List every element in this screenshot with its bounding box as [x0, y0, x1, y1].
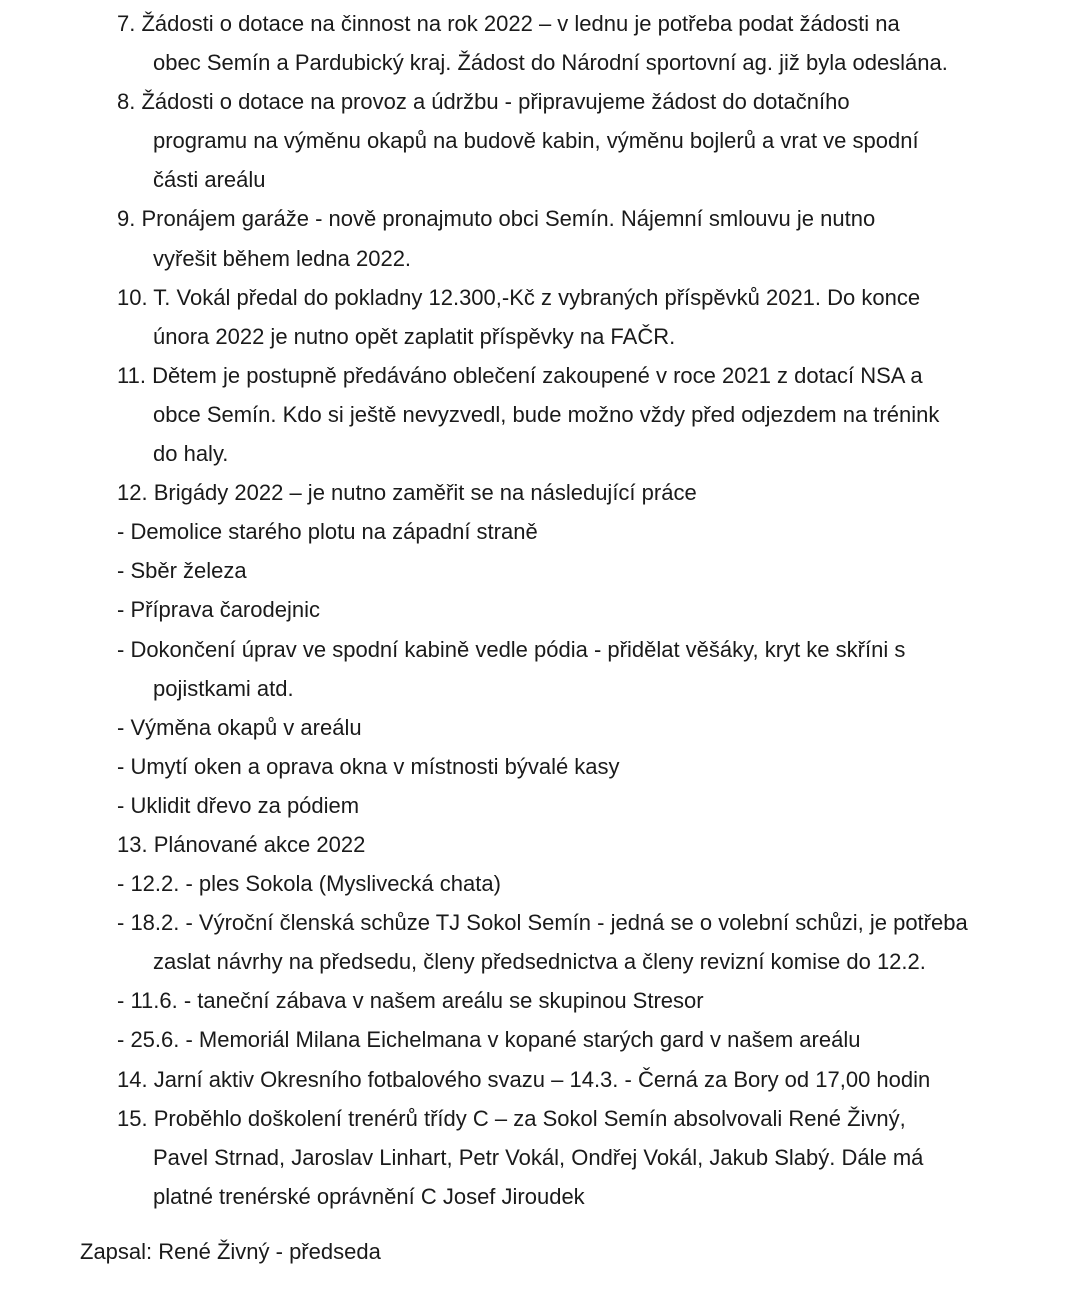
item-continuation-line: zaslat návrhy na předsedu, členy předsednictva a členy revizní komise do 12.2. [153, 949, 926, 975]
item-continuation-line: části areálu [153, 167, 266, 193]
item-line: - 11.6. - taneční zábava v našem areálu se skupinou Stresor [117, 988, 704, 1014]
item-line: - Výměna okapů v areálu [117, 714, 362, 740]
list-item [0, 864, 1080, 903]
list-item [0, 199, 1080, 277]
item-line: - Demolice starého plotu na západní straně [117, 519, 538, 545]
item-line: 7. Žádosti o dotace na činnost na rok 2022 – v lednu je potřeba podat žádosti na [117, 11, 900, 36]
item-line: - 12.2. - ples Sokola (Myslivecká chata) [117, 871, 501, 897]
list-item [0, 1060, 1080, 1099]
item-line: - Příprava čarodejnic [117, 597, 320, 623]
item-line: - 25.6. - Memoriál Milana Eichelmana v kopané starých gard v našem areálu [117, 1027, 861, 1053]
list-item [0, 1020, 1080, 1059]
list-item [0, 747, 1080, 786]
item-continuation-line: programu na výměnu okapů na budově kabin, výměnu bojlerů a vrat ve spodní [153, 128, 919, 154]
item-continuation-line: února 2022 je nutno opět zaplatit příspěvky na FAČR. [153, 323, 676, 349]
list-item [0, 4, 1080, 82]
item-line: 10. T. Vokál předal do pokladny 12.300,-Kč z vybraných příspěvků 2021. Do konce [117, 284, 921, 310]
list-item [0, 786, 1080, 825]
list-item [0, 590, 1080, 629]
item-line: - Uklidit dřevo za pódiem [117, 792, 360, 818]
list-item [0, 82, 1080, 199]
item-line: 15. Proběhlo doškolení trenérů třídy C – za Sokol Semín absolvovali René Živný, [117, 1105, 906, 1131]
list-item [0, 512, 1080, 551]
item-continuation-line: do haly. [153, 441, 229, 467]
list-item [0, 981, 1080, 1020]
item-continuation-line: platné trenérské oprávnění C Josef Jiroudek [153, 1183, 585, 1209]
item-line: 9. Pronájem garáže - nově pronajmuto obci Semín. Nájemní smlouvu je nutno [117, 206, 876, 232]
item-continuation-line: pojistkami atd. [153, 675, 294, 701]
item-continuation-line: vyřešit během ledna 2022. [153, 245, 412, 271]
list-item [0, 473, 1080, 512]
list-item [0, 825, 1080, 864]
list-item [0, 356, 1080, 473]
item-line: 8. Žádosti o dotace na provoz a údržbu - připravujeme žádost do dotačního [117, 89, 850, 115]
item-line: - Dokončení úprav ve spodní kabině vedle pódia - přidělat věšáky, kryt ke skříni s [117, 636, 906, 662]
list-item [0, 708, 1080, 747]
list-item [0, 630, 1080, 708]
signature-line: Zapsal: René Živný - předseda [80, 1239, 381, 1264]
list-item [0, 278, 1080, 356]
item-line: 12. Brigády 2022 – je nutno zaměřit se na následující práce [117, 480, 697, 506]
item-line: - 18.2. - Výroční členská schůze TJ Sokol Semín - jedná se o volební schůzi, je potřeba [117, 910, 968, 936]
list-item [0, 551, 1080, 590]
item-continuation-line: Pavel Strnad, Jaroslav Linhart, Petr Vokál, Ondřej Vokál, Jakub Slabý. Dále má [153, 1144, 924, 1170]
item-continuation-line: obce Semín. Kdo si ještě nevyzvedl, bude možno vždy před odjezdem na trénink [153, 401, 940, 427]
minutes-document [0, 4, 1080, 1216]
item-line: - Sběr železa [117, 558, 247, 584]
list-item [0, 1099, 1080, 1216]
item-line: 11. Dětem je postupně předáváno oblečení zakoupené v roce 2021 z dotací NSA a [117, 362, 923, 388]
item-line: 14. Jarní aktiv Okresního fotbalového svazu – 14.3. - Černá za Bory od 17,00 hodin [117, 1066, 931, 1092]
item-continuation-line: obec Semín a Pardubický kraj. Žádost do Národní sportovní ag. již byla odeslána. [153, 50, 948, 76]
item-line: - Umytí oken a oprava okna v místnosti bývalé kasy [117, 753, 620, 779]
item-line: 13. Plánované akce 2022 [117, 831, 366, 857]
list-item [0, 903, 1080, 981]
